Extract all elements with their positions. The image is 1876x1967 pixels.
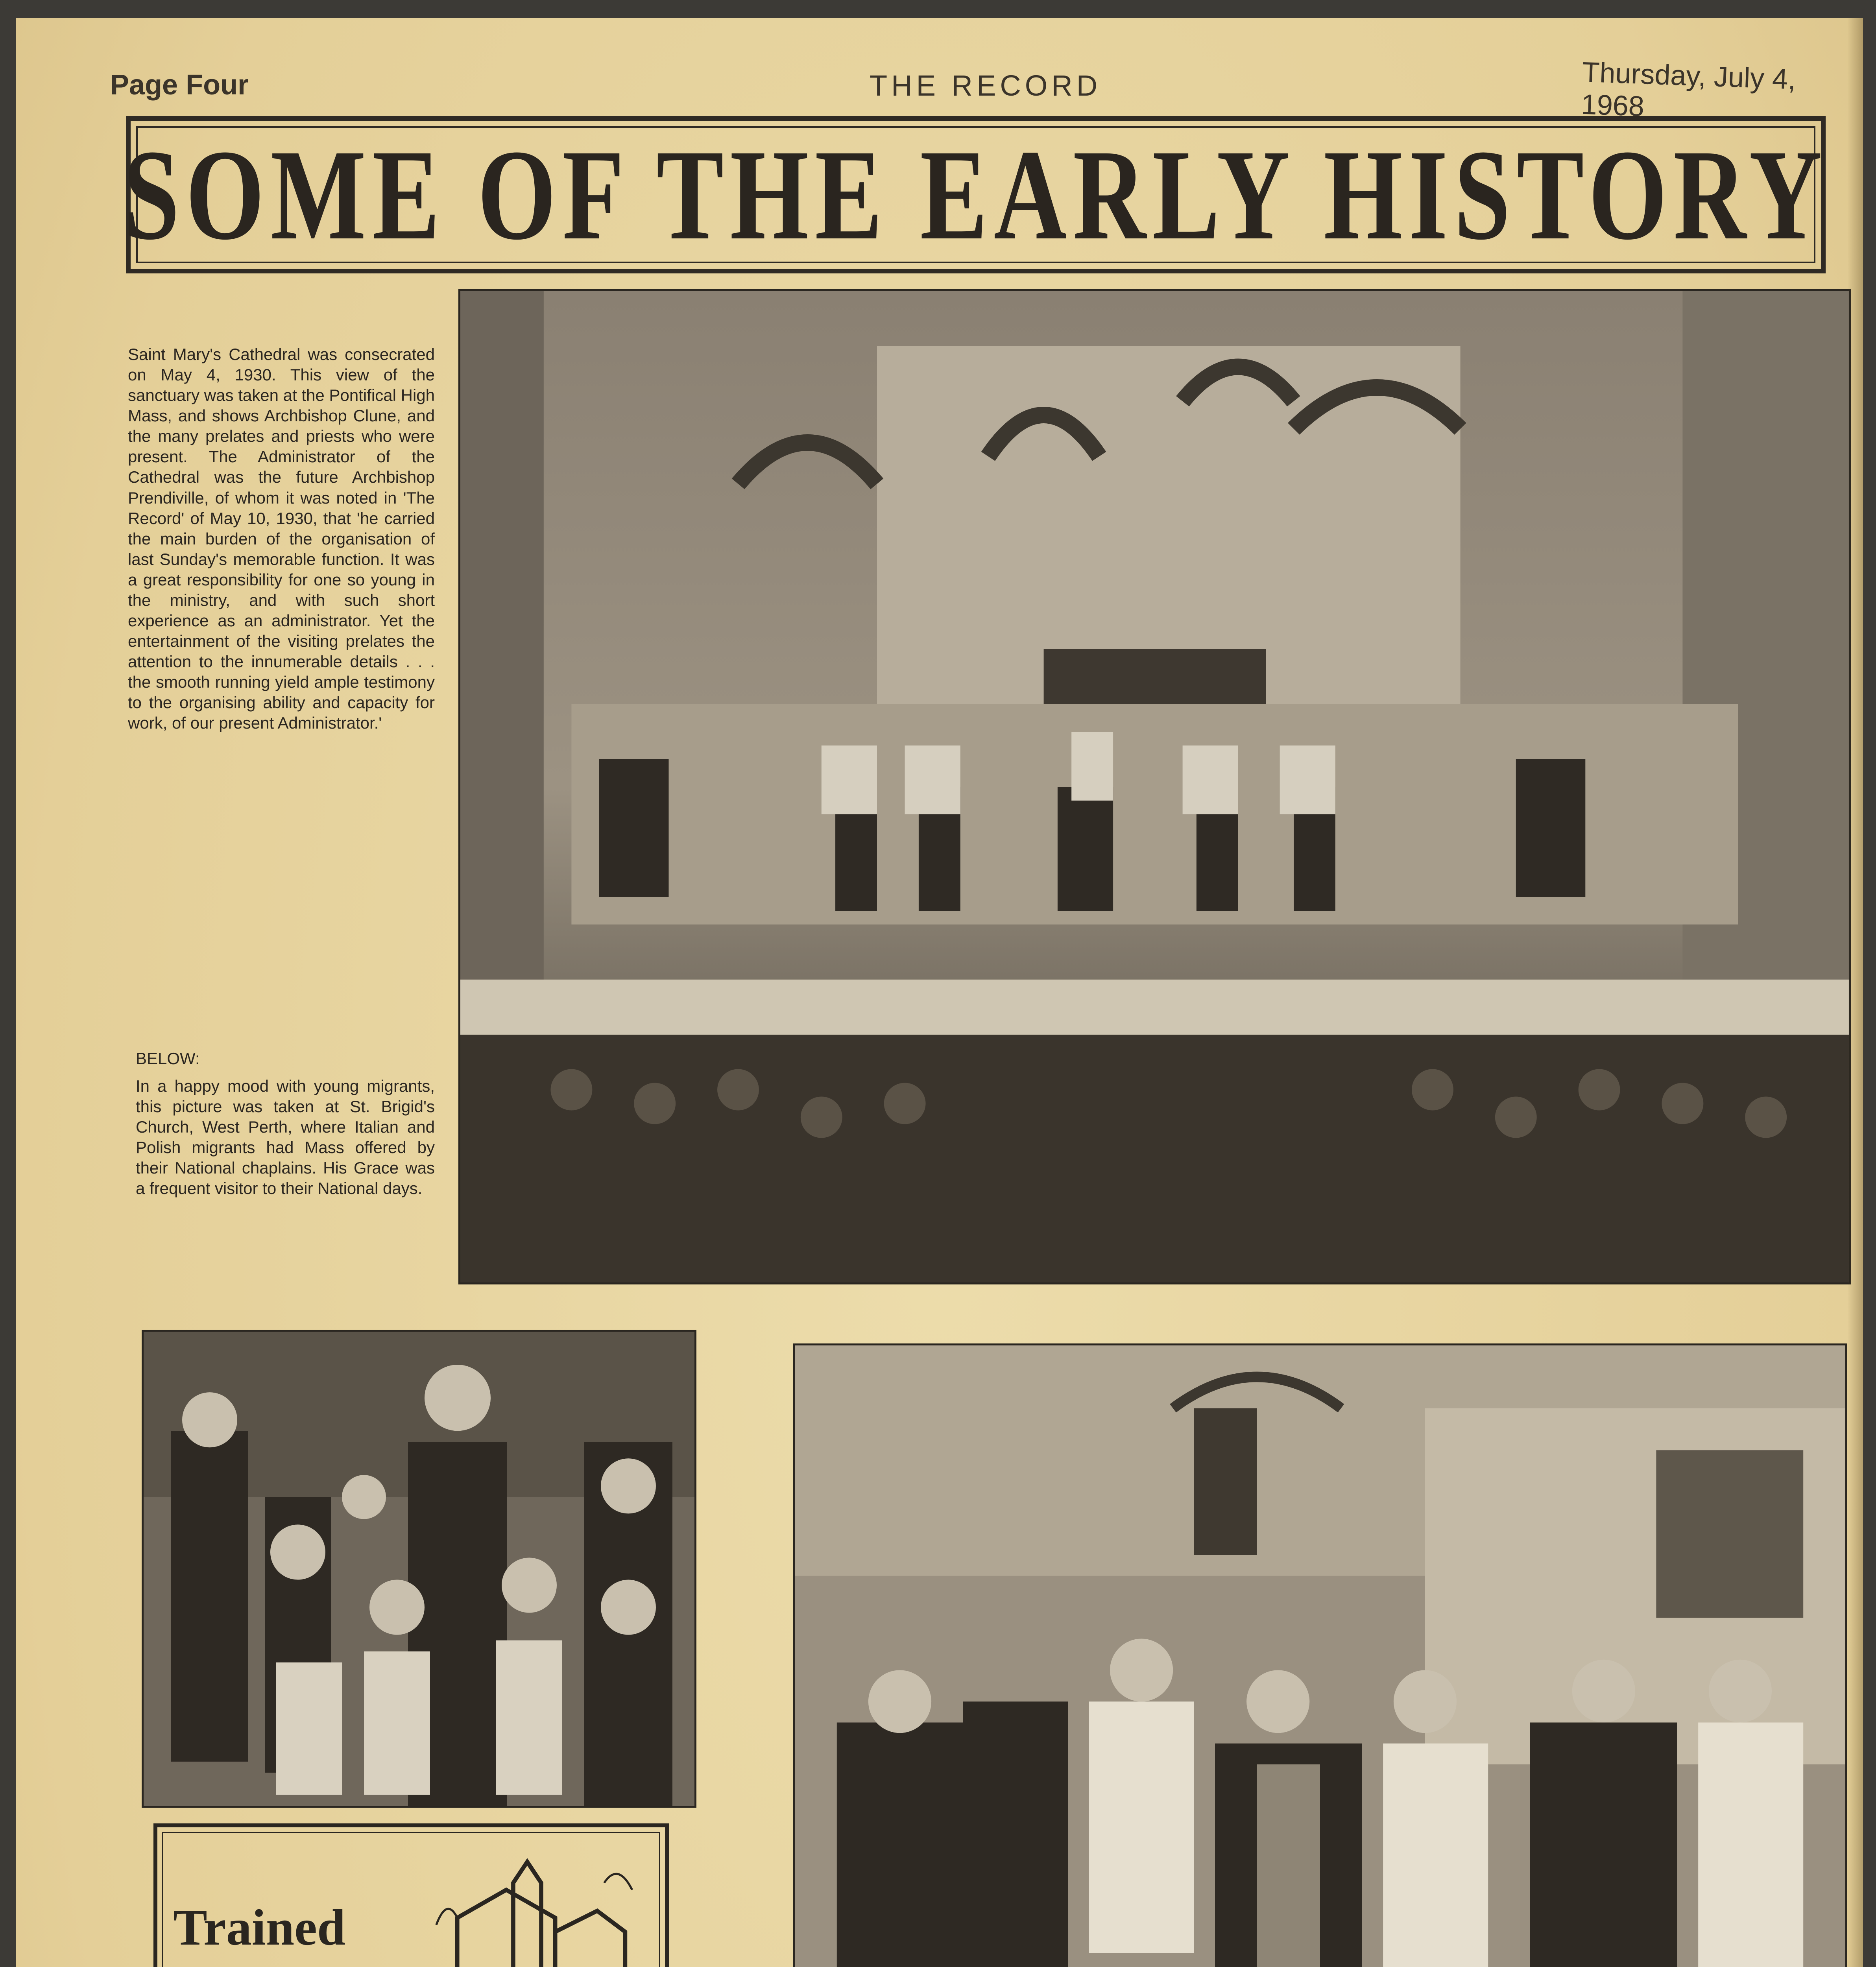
below-caption: In a happy mood with young migrants, this picture was taken at St. Brigid's Church, West Perth, where Italian and Polish migrants had Mass offered by their National chaplains. His Grace was a frequent visitor to their National days. xyxy=(136,1077,435,1198)
newspaper-page xyxy=(16,18,1863,1967)
page-label: Page Four xyxy=(110,69,249,101)
cathedral-sanctuary-photo xyxy=(458,289,1851,1284)
paper-name: THE RECORD xyxy=(870,69,1102,102)
cathedral-caption: Saint Mary's Cathedral was consecrated on May 4, 1930. This view of the sanctuary was taken at the Pontifical High Mass, and shows Archbishop Clune, and the many prelates and priests who were present. The Administrator of the Cathedral was the future Archbishop Prendiville, of whom it was noted in 'The Record' of May 10, 1930, that 'he carried the main burden of the organisation of last Sunday's memorable function. It was a great responsibility for one so young in the ministry, and with such short experience as an administrator. Yet the entertainment of the visiting prelates the attention to the innumerable details . . . the smooth running yield ample testimony to the organising ability and capacity for work, of our present Administrator.' xyxy=(128,345,435,733)
church-drawing-icon xyxy=(421,1855,633,1967)
headline-box xyxy=(123,116,1828,273)
below-caption-heading: BELOW: xyxy=(136,1049,200,1068)
migrants-photo xyxy=(142,1330,696,1808)
ad-headline-trained: Trained xyxy=(173,1899,346,1956)
funeral-advertisement xyxy=(153,1823,669,1967)
issue-date: Thursday, July 4, 1968 xyxy=(1581,56,1797,123)
pallium-photo xyxy=(793,1343,1847,1967)
headline: SOME OF THE EARLY HISTORY xyxy=(123,123,1828,267)
